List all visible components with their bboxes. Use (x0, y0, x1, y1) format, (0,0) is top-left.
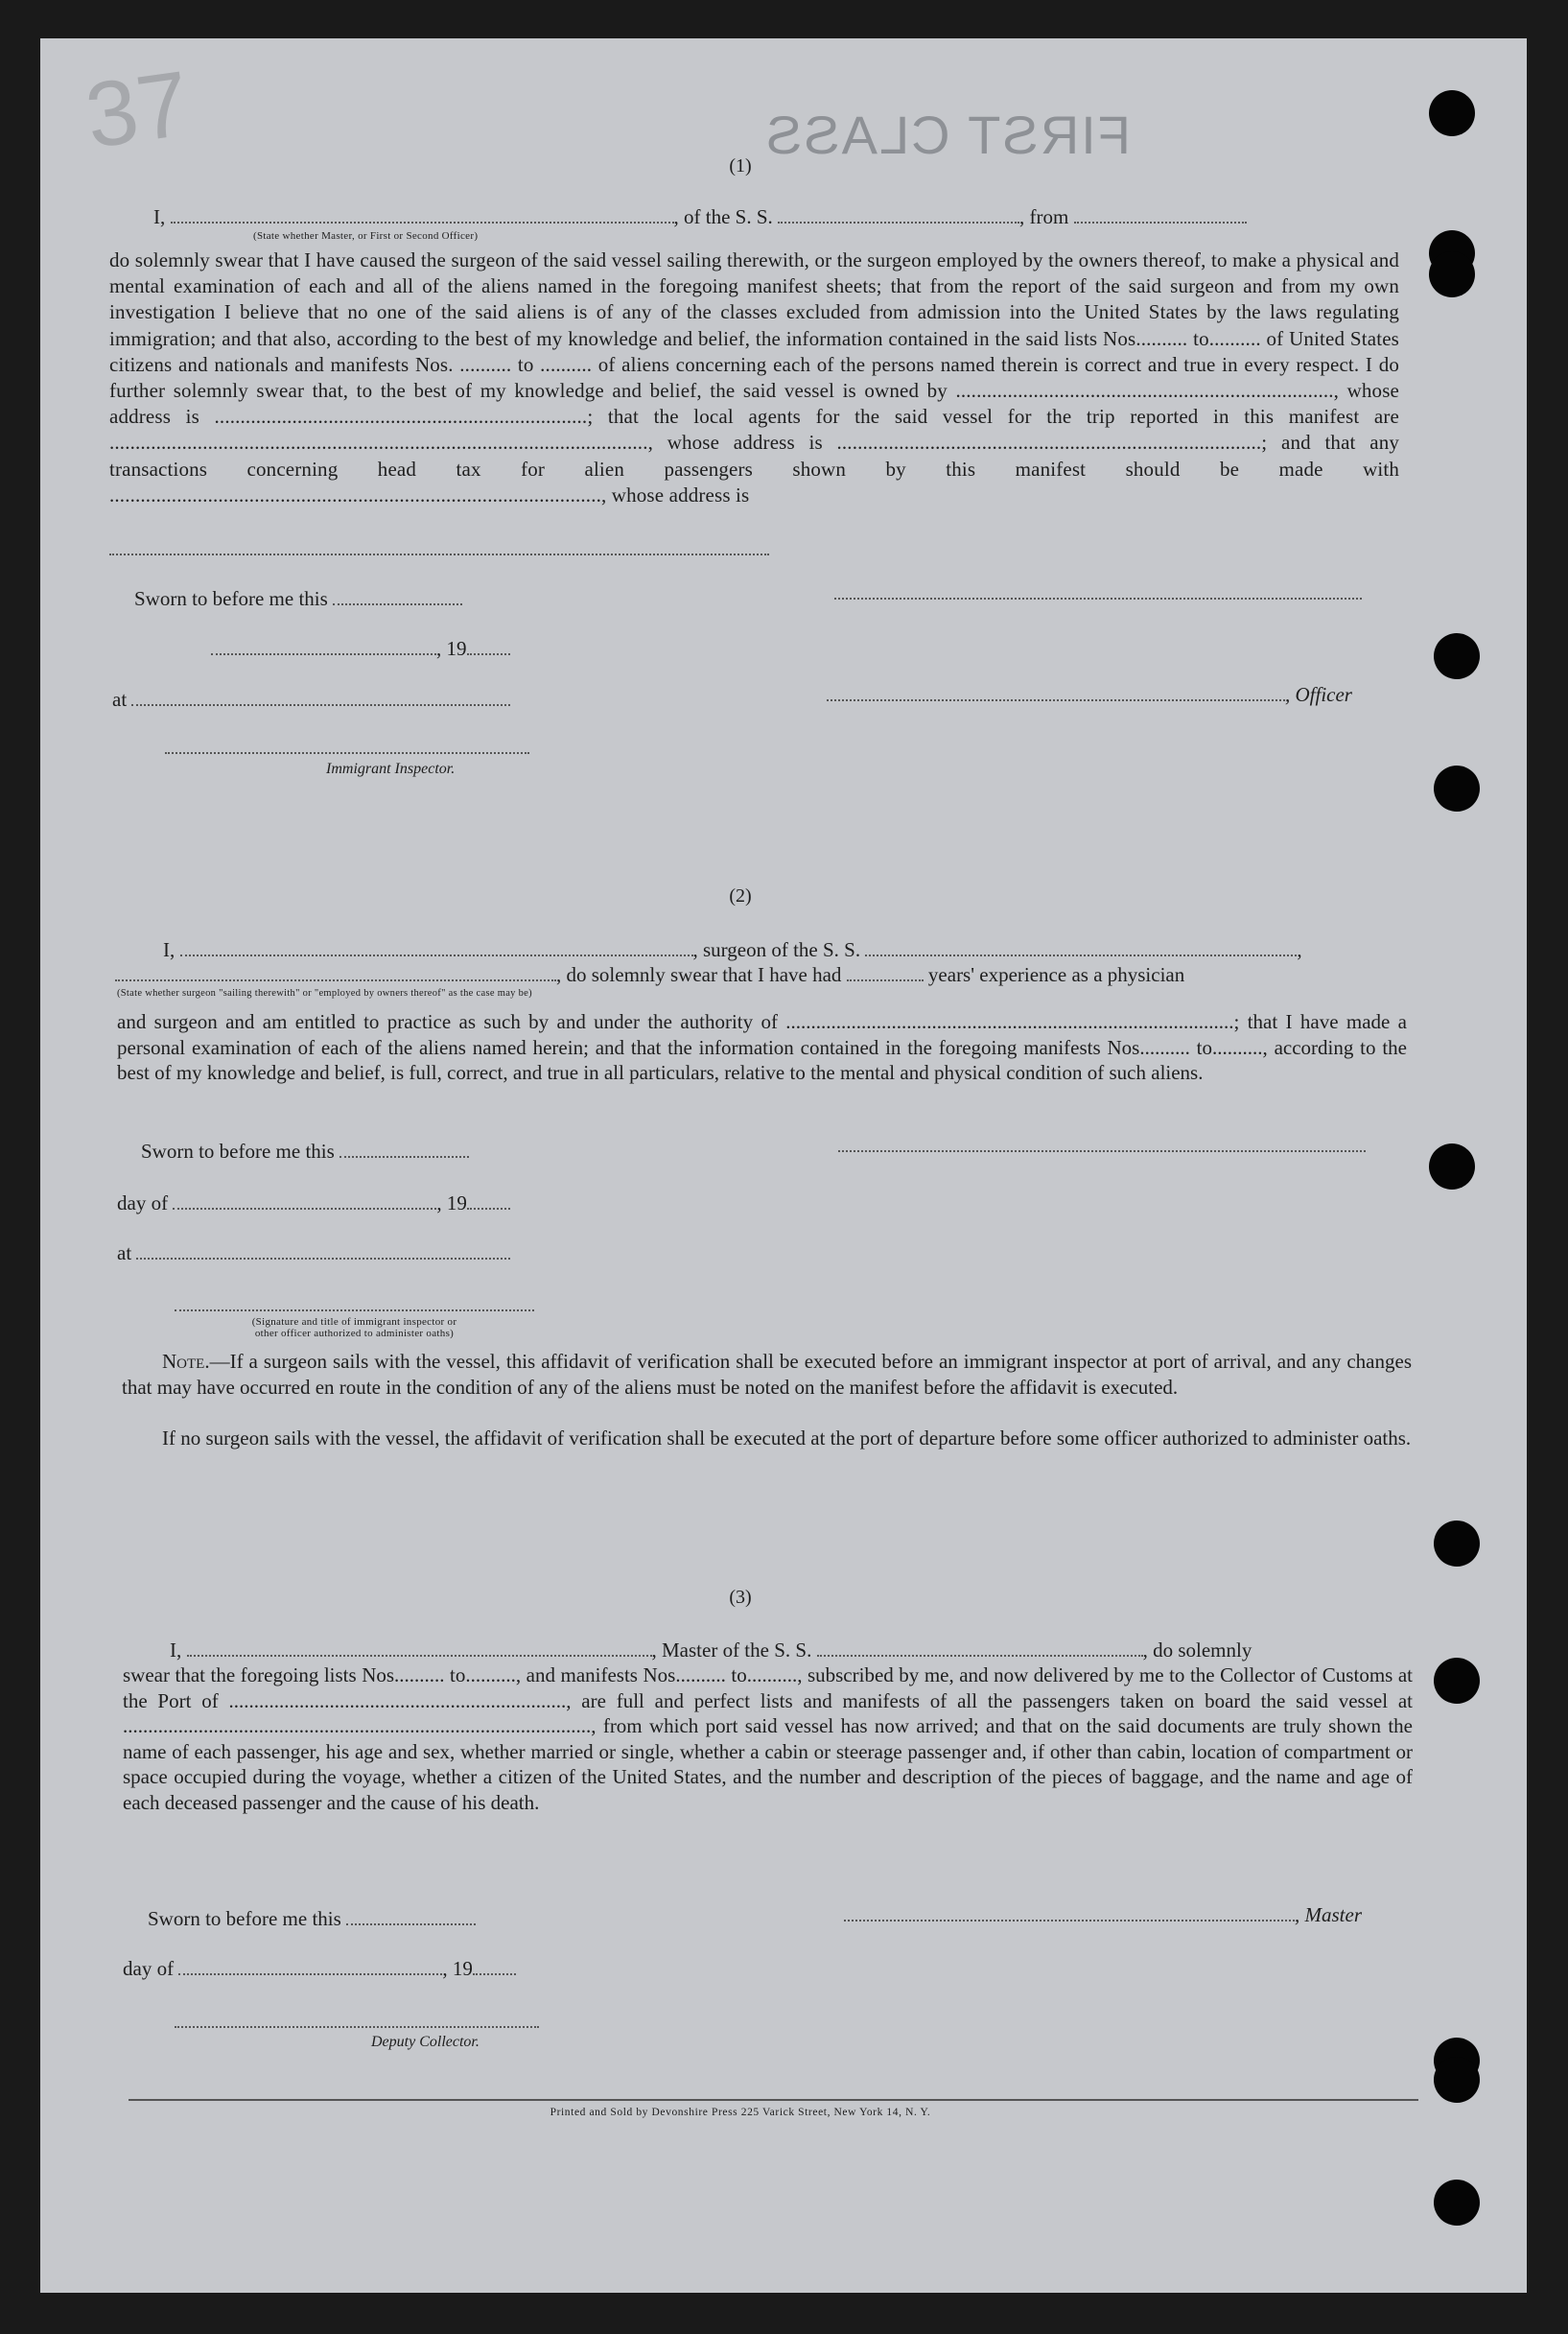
section-3-sworn (148, 1905, 476, 1931)
section-3-master-label: , Master of the S. S. (651, 1638, 812, 1662)
printer-credit: Printed and Sold by Devonshire Press 225 Varick Street, New York 14, N. Y. (550, 2107, 931, 2118)
section-1-from-label: , from (1019, 204, 1069, 228)
section-2-paragraph: and surgeon and am entitled to practice as such by and under the authority of .........................................................................................; that I have made a personal examination of each of the aliens named herein; and that the information contained in the foregoing manifests Nos.......... to.........., according to the best of my knowledge and belief, is full, correct, and true in all particulars, relative to the mental and physical condition of such aliens. (117, 1010, 1407, 1084)
binder-hole (1434, 1521, 1480, 1567)
binder-hole (1434, 633, 1480, 679)
section-3-ship-name-blank[interactable] (817, 1637, 1143, 1657)
section-1-ship-name-blank[interactable] (778, 203, 1019, 224)
section-3-collector-line[interactable] (175, 2026, 539, 2028)
section-1-at-label: at (112, 687, 128, 711)
section-1-caption: (State whether Master, or First or Second Officer) (253, 230, 479, 242)
binder-hole (1434, 766, 1480, 812)
section-2-signature-line[interactable] (838, 1150, 1366, 1152)
section-1-paragraph: do solemnly swear that I have caused the surgeon of the said vessel sailing therewith, or the surgeon employed by the owners thereof, to make a physical and mental examination of each and all of the aliens named in the foregoing manifest sheets; that from the report of the said surgeon and from my own investigation I believe that no one of the said aliens is of any of the classes excluded from admission into the United States by the laws regulating immigration; and that also, according to the best of my knowledge and belief, the information contained in the said lists Nos.......... to.......... of United States citizens and nationals and manifests Nos. .......... to .......... of aliens concerning each of the persons named therein is correct and true in every respect. I do further solemnly swear that, to the best of my knowledge and belief, the said vessel is owned by ........................................................................., whose address is ........................................................................; that the local agents for the said vessel for the trip reported in this manifest are ........................................................................................................, whose address is ..................................................................................; and that any transactions concerning head tax for alien passengers shown by this manifest should be made with ..............................................................................................., whose address is (109, 248, 1399, 507)
section-1-at (112, 686, 510, 712)
form-page (40, 38, 1527, 2293)
section-2-years-blank[interactable] (847, 961, 924, 981)
section-2-line2 (115, 961, 1405, 987)
section-2-swear-label: , do solemnly swear that I have had (556, 962, 842, 986)
section-3-heading: (3) (729, 1587, 752, 1608)
section-1-at-blank[interactable] (131, 686, 510, 706)
section-1-year-label: , 19 (436, 636, 467, 660)
section-3-solemnly-label: , do solemnly (1142, 1638, 1252, 1662)
section-3-collector-label: Deputy Collector. (371, 2034, 480, 2050)
section-1-date (211, 635, 510, 661)
section-1-month-blank[interactable] (211, 635, 436, 655)
section-2-sworn (141, 1138, 469, 1164)
section-2-sig-caption (175, 1316, 534, 1339)
footer-rule (129, 2099, 1418, 2101)
binder-hole (1429, 90, 1475, 136)
section-1-heading: (1) (729, 155, 752, 177)
section-2-day-of-label: day of (117, 1191, 169, 1214)
section-2-sworn-label: Sworn to before me this (141, 1139, 335, 1163)
section-2-year-blank[interactable] (467, 1190, 510, 1210)
binder-hole (1434, 1658, 1480, 1704)
section-1-of-ss-label: , of the S. S. (673, 204, 773, 228)
section-2-sig-caption-line1: (Signature and title of immigrant inspector or (251, 1316, 457, 1328)
section-2-month-blank[interactable] (173, 1190, 436, 1210)
section-3-sworn-label: Sworn to before me this (148, 1906, 341, 1930)
binder-hole (1429, 251, 1475, 297)
section-2-heading: (2) (729, 885, 752, 907)
section-2-inspector-line[interactable] (175, 1309, 534, 1311)
section-2-i-label: I, (163, 937, 176, 961)
section-1-address-blank[interactable] (109, 554, 769, 555)
section-3-date (123, 1955, 516, 1981)
section-2-ship-name-blank[interactable] (865, 936, 1297, 956)
section-3-line1 (170, 1637, 1416, 1662)
binder-hole (1434, 2057, 1480, 2103)
section-2-note-label: Note. (162, 1350, 210, 1373)
section-1-signature-line[interactable] (834, 598, 1362, 600)
section-1-i-label: I, (153, 204, 166, 228)
section-2-sailing-blank[interactable] (115, 961, 556, 981)
section-3-master-sig-label: , Master (1295, 1902, 1362, 1926)
section-2-surgeon-label: , surgeon of the S. S. (692, 937, 861, 961)
section-1-year-blank[interactable] (467, 635, 510, 655)
section-3-year-label: , 19 (442, 1956, 473, 1980)
section-1-officer-label: , Officer (1285, 682, 1352, 706)
section-2-note-text: —If a surgeon sails with the vessel, this affidavit of verification shall be executed before an immigrant inspector at port of arrival, and any changes that may have occurred en route in the condition of any of the aliens must be noted on the manifest before the affidavit is executed. (122, 1350, 1412, 1399)
ghost-stamp-text: FIRST CLASS (764, 105, 1131, 165)
section-2-at-blank[interactable] (136, 1239, 510, 1260)
section-2-surgeon-name-blank[interactable] (180, 936, 693, 956)
section-3-year-blank[interactable] (473, 1955, 516, 1975)
binder-hole (1429, 1143, 1475, 1190)
section-2-year-label: , 19 (436, 1191, 467, 1214)
section-3-paragraph: swear that the foregoing lists Nos.......... to.........., and manifests Nos.......... to.........., subscribed by me, and now delivered by me to the Collector of Customs at the Port of ..................................................................., are full and perfect lists and manifests of all the passengers taken on board the said vessel at ............................................................................................., from which port said vessel has now arrived; and that on the said documents are truly shown the name of each passenger, his age and sex, whether married or single, whether a cabin or steerage passenger and, if other than cabin, location of compartment or space occupied during the voyage, whether a citizen of the United States, and the number and description of the pieces of baggage, and the name and age of each deceased passenger and the cause of his death. (123, 1663, 1413, 1814)
section-1-inspector-line[interactable] (165, 752, 529, 754)
section-1-line1 (153, 203, 1405, 229)
section-2-sig-caption-line2: other officer authorized to administer oaths) (254, 1328, 455, 1339)
section-2-note-2: If no surgeon sails with the vessel, the affidavit of verification shall be executed at the port of departure before some officer authorized to administer oaths. (162, 1426, 1412, 1450)
binder-hole (1434, 2180, 1480, 2226)
section-1-inspector-label: Immigrant Inspector. (326, 761, 456, 777)
section-2-line1: I, , surgeon of the S. S. , (163, 937, 1302, 961)
section-3-i-label: I, (170, 1638, 182, 1662)
section-1-officer (827, 681, 1352, 707)
corner-number: 37 (80, 52, 196, 168)
section-2-years-label: years' experience as a physician (927, 962, 1185, 986)
section-3-master (844, 1901, 1362, 1927)
section-3-sworn-day-blank[interactable] (346, 1905, 476, 1925)
section-2-date (117, 1190, 510, 1215)
section-1-officer-signature-blank[interactable] (827, 681, 1285, 701)
section-1-sworn-day-blank[interactable] (333, 585, 462, 605)
section-3-month-blank[interactable] (178, 1955, 442, 1975)
section-2-caption: (State whether surgeon "sailing therewith" or "employed by owners thereof" as the case may be) (117, 988, 532, 999)
section-1-sworn-label: Sworn to before me this (134, 586, 328, 610)
section-2-at-label: at (117, 1240, 132, 1264)
section-3-master-name-blank[interactable] (187, 1637, 652, 1657)
section-2-note (122, 1349, 1412, 1400)
section-1-officer-name-blank[interactable] (171, 203, 674, 224)
section-3-day-of-label: day of (123, 1956, 175, 1980)
section-1-sworn (134, 585, 462, 611)
section-3-master-signature-blank[interactable] (844, 1901, 1295, 1921)
section-1-from-port-blank[interactable] (1074, 203, 1247, 224)
section-2-sworn-day-blank[interactable] (339, 1138, 469, 1158)
section-2-at (117, 1239, 510, 1265)
